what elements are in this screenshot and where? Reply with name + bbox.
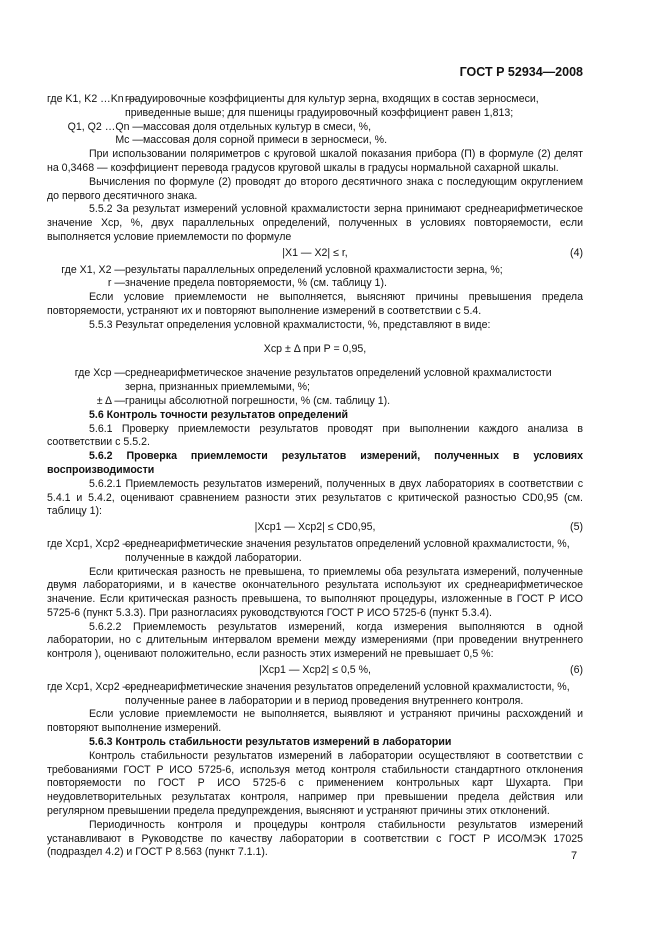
formula-result <box>47 343 583 357</box>
formula-number: (5) <box>570 521 583 534</box>
definition-term: где Xср1, Xср2 — <box>47 537 134 550</box>
paragraph: 5.5.3 Результат определения условной крахмалистости, %, представляют в виде: <box>89 318 491 331</box>
formula-text: |X1 — X2| ≤ r, <box>282 246 348 259</box>
section-heading: 5.6.3 Контроль стабильности результатов измерений в лаборатории <box>89 736 452 749</box>
page-number: 7 <box>571 850 578 862</box>
definition-term: где K1, K2 …Kn — <box>47 93 138 105</box>
paragraph: Периодичность контроля и процедуры контроля стабильности результатов измерений устанавливают в Руководстве по качеству лаборатории в соответствии с ГОСТ Р ИСО/МЭК 17025 (подраздел 4.2) и ГОСТ Р 8.563 (пункт 7.1.1). <box>47 818 583 859</box>
definition-term: r — <box>107 277 125 290</box>
definition-term: где X1, X2 — <box>61 263 125 276</box>
document-body <box>47 93 583 860</box>
definition-xcp12-internal <box>47 681 583 709</box>
definition-term: где Xср — <box>74 367 125 380</box>
definition-text: среднеарифметические значения результатов определений условной крахмалистости, %, полученные ранее в лаборатории и в период проведения внутреннего контроля. <box>125 680 570 707</box>
paragraph: 5.6.2.2 Приемлемость результатов измерений, когда измерения выполняются в одной лаборатории, но с длительным интервалом времени между измерениями (при проведении внутреннего контроля ), оценивают положительно, если разность этих измерений не превышает 0,5 %: <box>47 620 583 661</box>
formula-text: |Xср1 — Xср2| ≤ 0,5 %, <box>258 664 371 677</box>
definition-r <box>47 277 583 291</box>
formula-6 <box>47 664 583 678</box>
formula-number: (4) <box>570 246 583 259</box>
definition-q <box>47 121 583 135</box>
definition-text: среднеарифметическое значение результатов определений условной крахмалистости зерна, признанных приемлемыми, %; <box>125 367 552 394</box>
paragraph: 5.6.2.1 Приемлемость результатов измерений, полученных в двух лабораториях в соответствии с 5.4.1 и 5.4.2, оценивают сравнением разности этих результатов с критической разностью CD0,95 (см. таблицу 1): <box>47 477 583 518</box>
definition-text: массовая доля сорной примеси в зерносмеси, %. <box>143 134 388 147</box>
formula-text: Xср ± Δ при P = 0,95, <box>263 342 367 355</box>
formula-5 <box>47 521 583 535</box>
definition-m <box>47 134 583 148</box>
definition-text: границы абсолютной погрешности, % (см. таблицу 1). <box>125 394 391 407</box>
definition-xcp <box>47 367 583 395</box>
formula-4 <box>47 247 583 261</box>
definition-text: значение предела повторяемости, % (см. таблицу 1). <box>125 277 387 290</box>
paragraph: 5.5.2 За результат измерений условной крахмалистости зерна принимают среднеарифметическое значение Xср, %, двух параллельных определений, полученных в условиях повторяемости, если выполняется условие приемлемости по формуле <box>47 203 583 243</box>
definition-delta <box>47 395 583 409</box>
definition-term: Mc — <box>115 134 143 147</box>
definition-text: массовая доля отдельных культур в смеси, %, <box>143 120 372 133</box>
section-heading: 5.6 Контроль точности результатов определений <box>89 408 348 421</box>
definition-term: ± Δ — <box>96 394 125 407</box>
definition-term: Q1, Q2 …Qn — <box>67 120 143 133</box>
paragraph: Контроль стабильности результатов измерений в лаборатории осуществляют в соответствии с требованиями ГОСТ Р ИСО 5725-6, используя метод контроля стабильности стандартного отклонения повторяемости по ГОСТ Р ИСО 5725-6 с применением контрольных карт Шухарта. При неудовлетворительных результатах контроля, например при превышении предела действия или регулярном превышении предела предупреждения, выясняют и устраняют причины этих отклонений. <box>47 749 583 818</box>
formula-text: |Xср1 — Xср2| ≤ CD0,95, <box>254 521 376 534</box>
formula-number: (6) <box>570 664 583 677</box>
paragraph: Если условие приемлемости не выполняется, выявляют и устраняют причины расхождений и повторяют выполнение измерений. <box>47 708 583 735</box>
paragraph: При использовании поляриметров с круговой шкалой показания прибора (П) в формуле (2) делят на 0,3468 — коэффициент перевода градусов круговой шкалы в градусы нормальной сахарной шкалы. <box>47 148 583 174</box>
paragraph: Если критическая разность не превышена, то приемлемы оба результата измерений, полученные двумя лабораториями, и в качестве окончательного результата используют их среднеарифметическое значение. Если критическая разность превышена, то выполняют процедуры, изложенные в ГОСТ Р ИСО 5725-6 (пункт 5.3.3). При разногласиях руководствуются ГОСТ Р ИСО 5725-6 (пункт 5.3.4). <box>47 565 583 619</box>
section-heading: 5.6.2 Проверка приемлемости результатов измерений, полученных в условиях воспроизводимости <box>47 450 583 476</box>
paragraph: Если условие приемлемости не выполняется, выясняют причины превышения предела повторяемости, устраняют их и повторяют выполнение измерений в соответствии с 5.4. <box>47 291 583 317</box>
paragraph: Вычисления по формуле (2) проводят до второго десятичного знака с последующим округлением до первого десятичного знака. <box>47 175 583 202</box>
definition-text: среднеарифметические значения результатов определений условной крахмалистости, %, полученные в каждой лаборатории. <box>125 537 570 564</box>
definition-text: результаты параллельных определений условной крахмалистости зерна, %; <box>125 263 503 276</box>
definition-text: градуировочные коэффициенты для культур зерна, входящих в состав зерносмеси, приведенные выше; для пшеницы градуировочный коэффициент равен 1,813; <box>125 93 539 119</box>
definition-k <box>47 93 583 121</box>
definition-term: где Xср1, Xср2 — <box>47 680 134 693</box>
paragraph: 5.6.1 Проверку приемлемости результатов проводят при выполнении каждого анализа в соответствии с 5.5.2. <box>47 422 583 449</box>
definition-xcp12 <box>47 538 583 566</box>
page-header: ГОСТ Р 52934—2008 <box>459 65 583 79</box>
definition-x <box>47 264 583 278</box>
